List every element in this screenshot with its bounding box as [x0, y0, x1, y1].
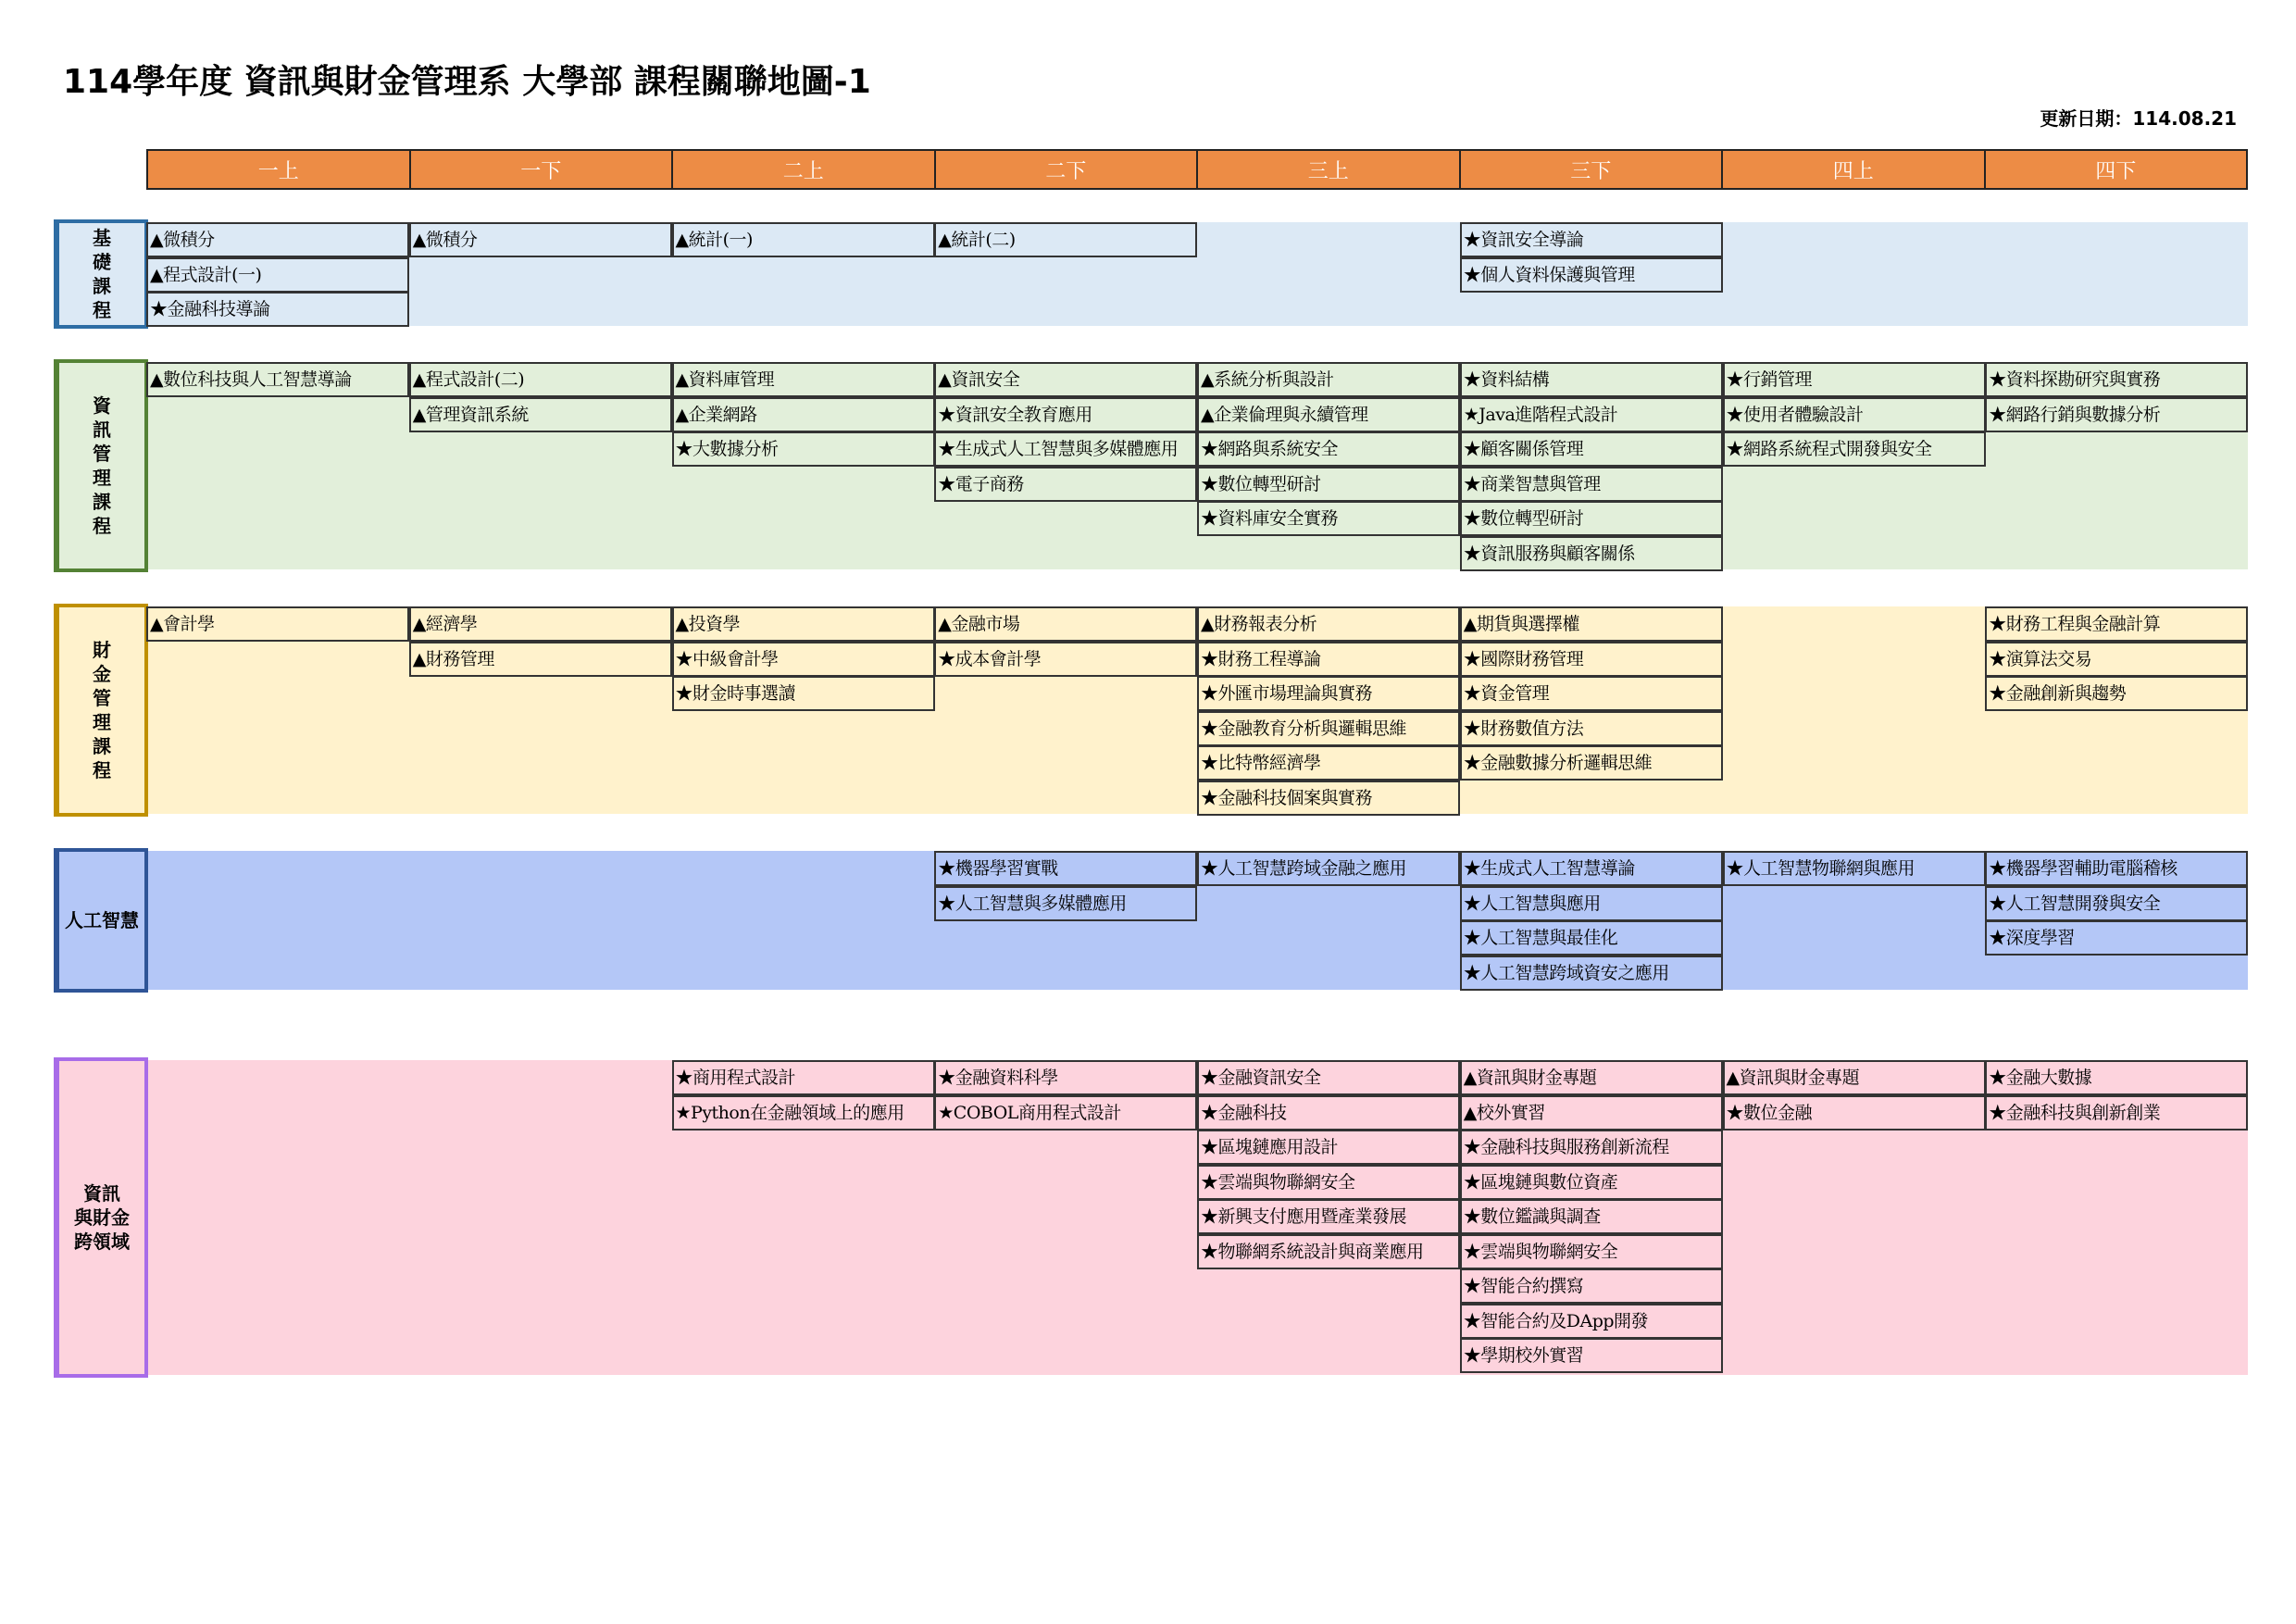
category-label: 資 訊 管 理 課 程: [54, 359, 148, 572]
course-box: ★Java進階程式設計: [1460, 397, 1723, 432]
semester-1a: 一上: [148, 151, 411, 188]
course-box: ▲資訊與財金專題: [1460, 1060, 1723, 1095]
course-box: ★資訊服務與顧客關係: [1460, 536, 1723, 571]
course-box: ★Python在金融領域上的應用: [672, 1095, 935, 1131]
course-box: ★數位金融: [1723, 1095, 1986, 1131]
category-label: 資訊 與財金 跨領域: [54, 1057, 148, 1378]
course-box: ★雲端與物聯網安全: [1460, 1234, 1723, 1269]
course-box: ★商業智慧與管理: [1460, 467, 1723, 502]
course-box: ★金融資料科學: [934, 1060, 1197, 1095]
semester-4b: 四下: [2095, 159, 2137, 183]
course-box: ★資金管理: [1460, 676, 1723, 711]
course-box: ★電子商務: [934, 467, 1197, 502]
course-box: ★深度學習: [1985, 920, 2248, 956]
course-box: ★數位鑑識與調查: [1460, 1199, 1723, 1234]
course-box: ★物聯網系統設計與商業應用: [1197, 1234, 1460, 1269]
course-box: ▲企業倫理與永續管理: [1197, 397, 1460, 432]
course-box: ▲投資學: [672, 606, 935, 642]
course-box: ▲系統分析與設計: [1197, 362, 1460, 397]
course-box: ★數位轉型研討: [1460, 501, 1723, 536]
course-box: ★商用程式設計: [672, 1060, 935, 1095]
course-box: ★大數據分析: [672, 431, 935, 467]
course-box: ★中級會計學: [672, 642, 935, 677]
course-box: ★金融科技導論: [146, 292, 409, 327]
category-label: 財 金 管 理 課 程: [54, 604, 148, 817]
course-box: ▲資訊安全: [934, 362, 1197, 397]
course-box: ★演算法交易: [1985, 642, 2248, 677]
course-box: ★區塊鏈應用設計: [1197, 1130, 1460, 1165]
course-box: ★網路與系統安全: [1197, 431, 1460, 467]
course-box: ★財務數值方法: [1460, 711, 1723, 746]
course-box: ★金融科技: [1197, 1095, 1460, 1131]
course-box: ★生成式人工智慧與多媒體應用: [934, 431, 1197, 467]
page-title: 114學年度 資訊與財金管理系 大學部 課程關聯地圖-1: [63, 63, 871, 101]
course-box: ★使用者體驗設計: [1723, 397, 1986, 432]
course-box: ★網路系統程式開發與安全: [1723, 431, 1986, 467]
course-box: ★人工智慧與最佳化: [1460, 920, 1723, 956]
course-box: ★外匯市場理論與實務: [1197, 676, 1460, 711]
course-box: ★個人資料保護與管理: [1460, 257, 1723, 293]
semester-header: [146, 149, 2248, 190]
course-box: ★成本會計學: [934, 642, 1197, 677]
course-box: ★金融教育分析與邏輯思維: [1197, 711, 1460, 746]
course-box: ★人工智慧跨域金融之應用: [1197, 851, 1460, 886]
course-box: ▲金融市場: [934, 606, 1197, 642]
course-box: ★雲端與物聯網安全: [1197, 1165, 1460, 1200]
course-box: ▲管理資訊系統: [409, 397, 672, 432]
course-box: ★比特幣經濟學: [1197, 745, 1460, 781]
course-box: ★金融科技與創新創業: [1985, 1095, 2248, 1131]
course-box: ★智能合約及DApp開發: [1460, 1304, 1723, 1339]
course-box: ★行銷管理: [1723, 362, 1986, 397]
course-box: ★機器學習實戰: [934, 851, 1197, 886]
semester-2b: 二下: [936, 151, 1199, 188]
course-box: ★機器學習輔助電腦稽核: [1985, 851, 2248, 886]
course-box: ★資訊安全教育應用: [934, 397, 1197, 432]
semester-4a: 四上: [1723, 151, 1986, 188]
course-box: ▲程式設計(一): [146, 257, 409, 293]
course-box: ▲微積分: [146, 222, 409, 257]
course-box: ★資料庫安全實務: [1197, 501, 1460, 536]
course-box: ★資訊安全導論: [1460, 222, 1723, 257]
course-box: ★人工智慧跨域資安之應用: [1460, 956, 1723, 991]
course-box: ★區塊鏈與數位資產: [1460, 1165, 1723, 1200]
course-box: ▲企業網路: [672, 397, 935, 432]
course-box: ★資料結構: [1460, 362, 1723, 397]
course-box: ★智能合約撰寫: [1460, 1268, 1723, 1304]
course-box: ★金融資訊安全: [1197, 1060, 1460, 1095]
course-box: ▲程式設計(二): [409, 362, 672, 397]
category-label: 基 礎 課 程: [54, 219, 148, 329]
course-box: ★金融科技個案與實務: [1197, 781, 1460, 816]
course-box: ★資料探勘研究與實務: [1985, 362, 2248, 397]
course-box: ★金融創新與趨勢: [1985, 676, 2248, 711]
course-box: ★新興支付應用暨產業發展: [1197, 1199, 1460, 1234]
update-date: 更新日期：114.08.21: [2040, 107, 2237, 130]
course-box: ▲微積分: [409, 222, 672, 257]
course-box: ▲統計(一): [672, 222, 935, 257]
course-box: ▲資訊與財金專題: [1723, 1060, 1986, 1095]
course-box: ▲統計(二): [934, 222, 1197, 257]
semester-3a: 三上: [1198, 151, 1461, 188]
course-box: ★人工智慧開發與安全: [1985, 886, 2248, 921]
course-box: ▲校外實習: [1460, 1095, 1723, 1131]
course-box: ★人工智慧物聯網與應用: [1723, 851, 1986, 886]
course-box: ★人工智慧與應用: [1460, 886, 1723, 921]
course-box: ★學期校外實習: [1460, 1338, 1723, 1373]
course-box: ★生成式人工智慧導論: [1460, 851, 1723, 886]
course-box: ▲數位科技與人工智慧導論: [146, 362, 409, 397]
course-box: ▲會計學: [146, 606, 409, 642]
course-box: ▲資料庫管理: [672, 362, 935, 397]
course-box: ★人工智慧與多媒體應用: [934, 886, 1197, 921]
course-box: ★國際財務管理: [1460, 642, 1723, 677]
course-box: ★金融數據分析邏輯思維: [1460, 745, 1723, 781]
course-box: ★網路行銷與數據分析: [1985, 397, 2248, 432]
course-box: ★財金時事選讀: [672, 676, 935, 711]
course-box: ★金融大數據: [1985, 1060, 2248, 1095]
course-box: ★金融科技與服務創新流程: [1460, 1130, 1723, 1165]
course-box: ★財務工程導論: [1197, 642, 1460, 677]
course-box: ▲財務報表分析: [1197, 606, 1460, 642]
course-box: ★財務工程與金融計算: [1985, 606, 2248, 642]
course-box: ★顧客關係管理: [1460, 431, 1723, 467]
semester-3b: 三下: [1461, 151, 1724, 188]
semester-1b: 一下: [411, 151, 674, 188]
course-box: ▲財務管理: [409, 642, 672, 677]
semester-2a: 二上: [673, 151, 936, 188]
course-box: ▲期貨與選擇權: [1460, 606, 1723, 642]
course-box: ★數位轉型研討: [1197, 467, 1460, 502]
course-box: ▲經濟學: [409, 606, 672, 642]
category-label: 人工智慧: [54, 848, 148, 993]
course-box: ★COBOL商用程式設計: [934, 1095, 1197, 1131]
